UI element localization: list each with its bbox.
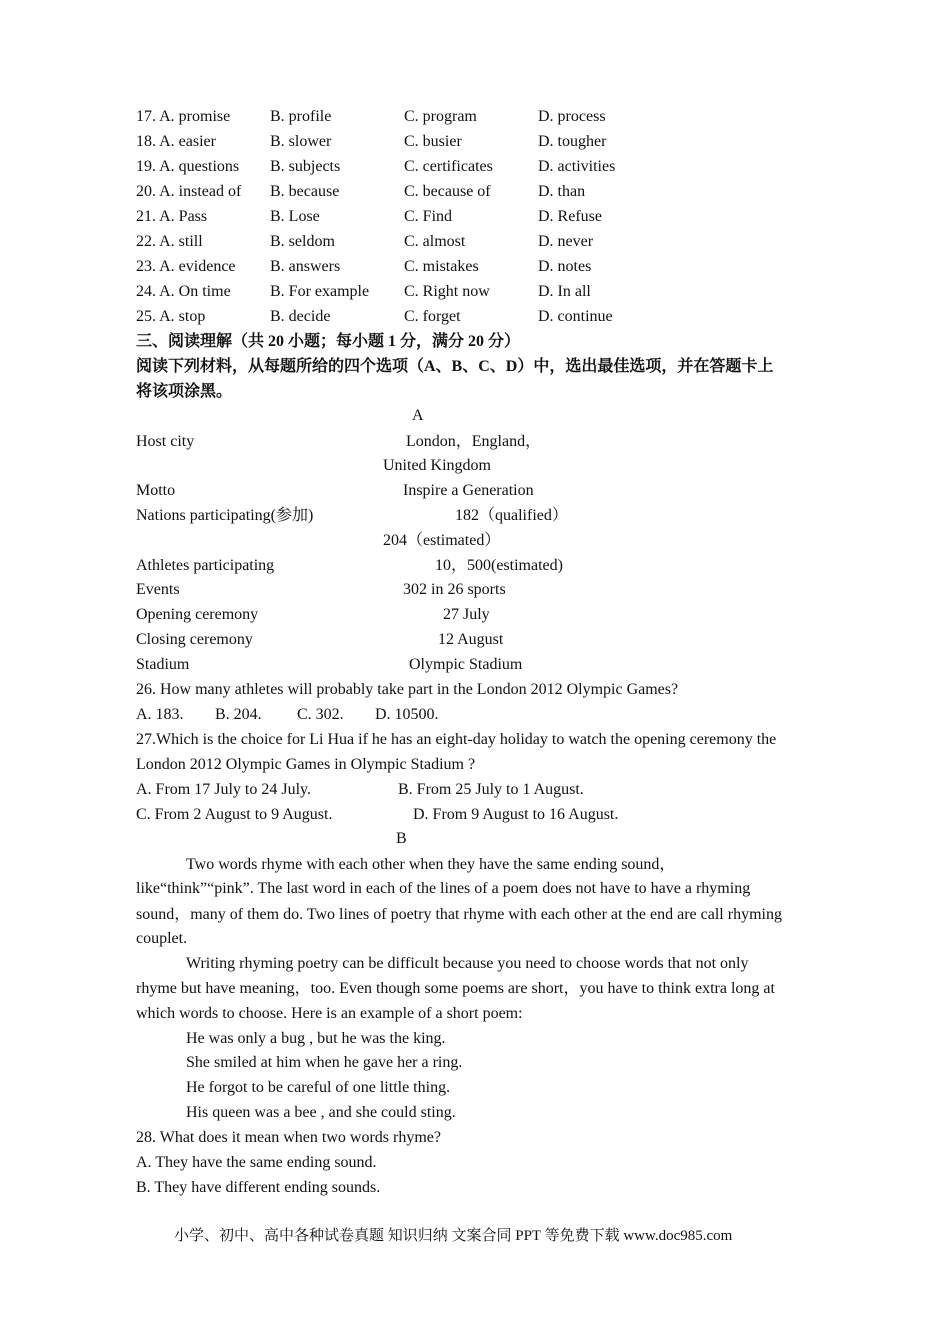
option-d: D. Refuse bbox=[538, 208, 602, 225]
row-value: Inspire a Generation bbox=[403, 482, 534, 499]
passage-label-b: B bbox=[396, 830, 407, 847]
option-d: D. 10500. bbox=[375, 706, 439, 723]
question-27-cont: London 2012 Olympic Games in Olympic Stadium ? bbox=[136, 756, 476, 773]
option-a: A. 183. bbox=[136, 706, 184, 723]
option-d: D. notes bbox=[538, 258, 592, 275]
option-c: C. Find bbox=[404, 208, 453, 225]
option-a: 18. A. easier bbox=[136, 133, 216, 150]
option-d: D. activities bbox=[538, 158, 616, 175]
option-b: B. subjects bbox=[270, 158, 341, 175]
paragraph-line: rhyme but have meaning，too. Even though some poems are short，you have to think extra long at bbox=[136, 980, 775, 997]
option-b: B. 204. bbox=[215, 706, 262, 723]
option-c: C. program bbox=[404, 108, 477, 125]
row-label: Events bbox=[136, 581, 180, 598]
row-value: London，England， bbox=[406, 433, 542, 450]
option-d: D. never bbox=[538, 233, 594, 250]
poem-line: He forgot to be careful of one little thing. bbox=[186, 1079, 451, 1096]
option-d: D. than bbox=[538, 183, 586, 200]
row-value: 302 in 26 sports bbox=[403, 581, 506, 598]
option-d: D. process bbox=[538, 108, 606, 125]
option-b: B. decide bbox=[270, 308, 331, 325]
option-c: C. From 2 August to 9 August. bbox=[136, 806, 333, 823]
row-label: Closing ceremony bbox=[136, 631, 253, 648]
paragraph-line: like“think”“pink”. The last word in each of the lines of a poem does not have to have a rhyming bbox=[136, 880, 751, 897]
row-label: Host city bbox=[136, 433, 195, 450]
option-d: D. continue bbox=[538, 308, 613, 325]
option-b: B. Lose bbox=[270, 208, 320, 225]
option-c: C. mistakes bbox=[404, 258, 479, 275]
option-c: C. 302. bbox=[297, 706, 344, 723]
option-a: 20. A. instead of bbox=[136, 183, 242, 200]
row-value: 10，500(estimated) bbox=[435, 557, 563, 574]
option-b: B. They have different ending sounds. bbox=[136, 1179, 381, 1196]
option-d: D. In all bbox=[538, 283, 591, 300]
question-26: 26. How many athletes will probably take part in the London 2012 Olympic Games? bbox=[136, 681, 679, 698]
paragraph-line: which words to choose. Here is an example of a short poem: bbox=[136, 1005, 523, 1022]
option-a: 24. A. On time bbox=[136, 283, 231, 300]
paragraph-line: Writing rhyming poetry can be difficult because you need to choose words that not only bbox=[186, 955, 749, 972]
poem-line: His queen was a bee , and she could sting. bbox=[186, 1104, 456, 1121]
question-27: 27.Which is the choice for Li Hua if he has an eight-day holiday to watch the opening ceremony the bbox=[136, 731, 777, 748]
row-value: 27 July bbox=[443, 606, 490, 623]
section-instruction: 将该项涂黑。 bbox=[136, 383, 233, 400]
row-label: Nations participating(参加) bbox=[136, 507, 314, 524]
paragraph-line: couplet. bbox=[136, 930, 188, 947]
option-c: C. Right now bbox=[404, 283, 490, 300]
section-heading: 三、阅读理解（共 20 小题；每小题 1 分，满分 20 分） bbox=[136, 333, 521, 350]
row-value: 182（qualified） bbox=[455, 507, 568, 524]
row-label: Opening ceremony bbox=[136, 606, 259, 623]
poem-line: She smiled at him when he gave her a ring. bbox=[186, 1054, 463, 1071]
row-value: Olympic Stadium bbox=[409, 656, 523, 673]
option-b: B. For example bbox=[270, 283, 370, 300]
option-c: C. certificates bbox=[404, 158, 493, 175]
option-b: B. because bbox=[270, 183, 340, 200]
option-d: D. From 9 August to 16 August. bbox=[413, 806, 619, 823]
option-c: C. busier bbox=[404, 133, 462, 150]
option-b: B. From 25 July to 1 August. bbox=[398, 781, 584, 798]
row-value: 204（estimated） bbox=[383, 532, 501, 549]
option-a: 23. A. evidence bbox=[136, 258, 236, 275]
row-label: Stadium bbox=[136, 656, 190, 673]
option-b: B. profile bbox=[270, 108, 332, 125]
option-a: 21. A. Pass bbox=[136, 208, 208, 225]
paragraph-line: Two words rhyme with each other when they have the same ending sound， bbox=[186, 856, 676, 873]
option-c: C. because of bbox=[404, 183, 491, 200]
option-a: 17. A. promise bbox=[136, 108, 231, 125]
option-a: A. They have the same ending sound. bbox=[136, 1154, 377, 1171]
option-b: B. slower bbox=[270, 133, 332, 150]
option-a: A. From 17 July to 24 July. bbox=[136, 781, 311, 798]
row-label: Motto bbox=[136, 482, 176, 499]
option-d: D. tougher bbox=[538, 133, 607, 150]
passage-label-a: A bbox=[412, 407, 424, 424]
option-c: C. forget bbox=[404, 308, 461, 325]
option-a: 19. A. questions bbox=[136, 158, 240, 175]
question-28: 28. What does it mean when two words rhyme? bbox=[136, 1129, 441, 1146]
option-b: B. seldom bbox=[270, 233, 335, 250]
poem-line: He was only a bug , but he was the king. bbox=[186, 1030, 446, 1047]
row-label: Athletes participating bbox=[136, 557, 275, 574]
option-a: 25. A. stop bbox=[136, 308, 206, 325]
option-c: C. almost bbox=[404, 233, 466, 250]
option-a: 22. A. still bbox=[136, 233, 203, 250]
row-value: United Kingdom bbox=[383, 457, 491, 474]
row-value: 12 August bbox=[438, 631, 504, 648]
paragraph-line: sound，many of them do. Two lines of poetry that rhyme with each other at the end are call rhyming bbox=[136, 906, 782, 923]
section-instruction: 阅读下列材料，从每题所给的四个选项（A、B、C、D）中，选出最佳选项，并在答题卡上 bbox=[136, 358, 774, 375]
option-b: B. answers bbox=[270, 258, 341, 275]
page-footer: 小学、初中、高中各种试卷真题 知识归纳 文案合同 PPT 等免费下载 www.doc985.com bbox=[174, 1228, 733, 1244]
